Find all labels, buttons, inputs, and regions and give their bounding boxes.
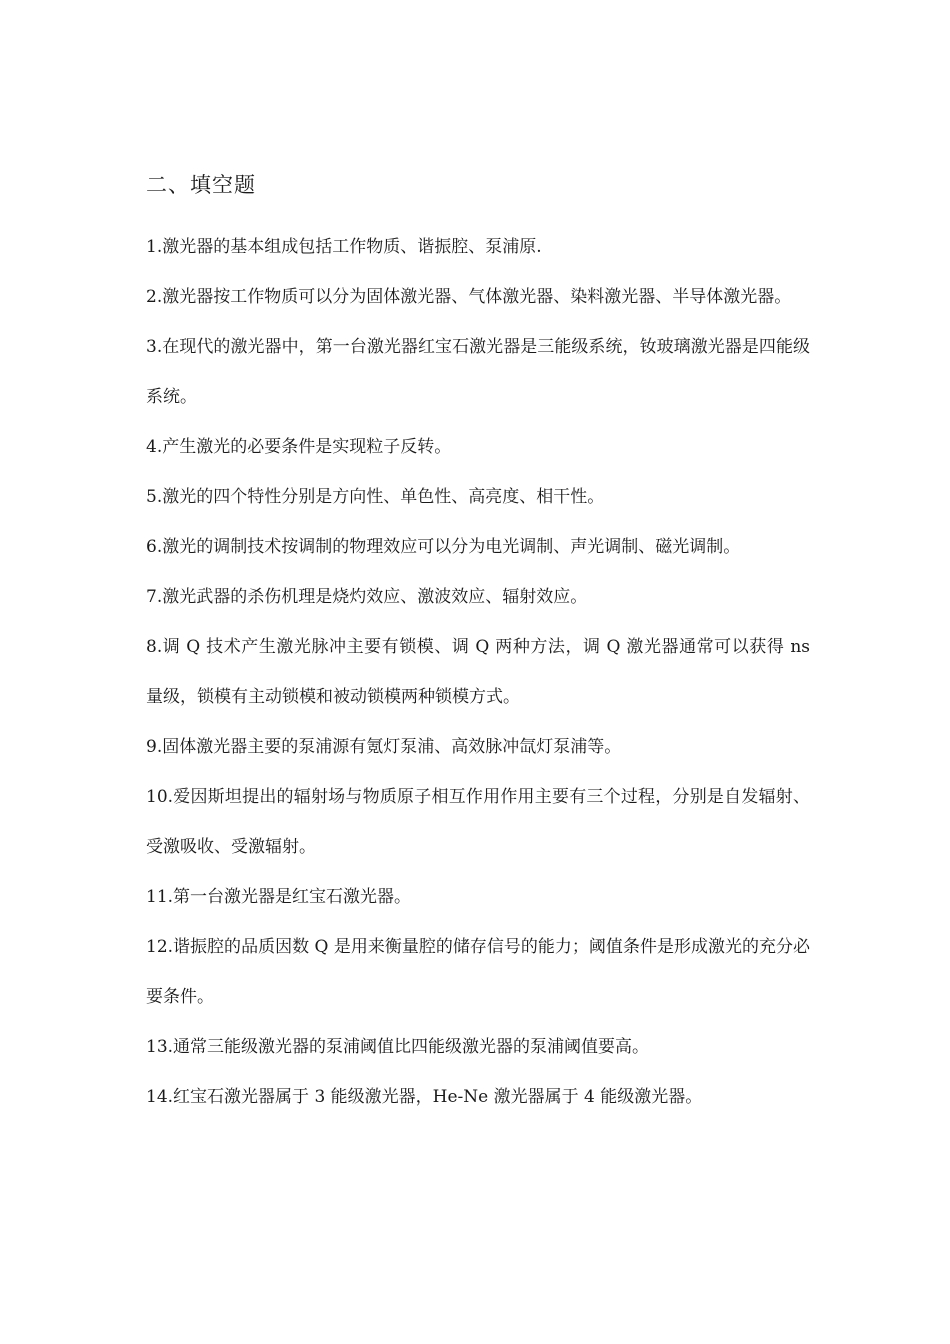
question-item: 14.红宝石激光器属于 3 能级激光器，He-Ne 激光器属于 4 能级激光器。: [146, 1087, 703, 1107]
question-item: 11.第一台激光器是红宝石激光器。: [146, 887, 412, 907]
question-item: 13.通常三能级激光器的泵浦阈值比四能级激光器的泵浦阈值要高。: [146, 1037, 650, 1057]
question-item: 7.激光武器的杀伤机理是烧灼效应、激波效应、辐射效应。: [146, 587, 588, 607]
question-item: 4.产生激光的必要条件是实现粒子反转。: [146, 437, 452, 457]
question-item: 5.激光的四个特性分别是方向性、单色性、高亮度、相干性。: [146, 487, 605, 507]
question-item: 10.爱因斯坦提出的辐射场与物质原子相互作用作用主要有三个过程，分别是自发辐射、受激吸收、受激辐射。: [146, 787, 810, 857]
question-item: 8.调 Q 技术产生激光脉冲主要有锁模、调 Q 两种方法，调 Q 激光器通常可以获得 ns 量级，锁模有主动锁模和被动锁模两种锁模方式。: [146, 637, 810, 707]
question-item: 9.固体激光器主要的泵浦源有氪灯泵浦、高效脉冲氙灯泵浦等。: [146, 737, 622, 757]
question-item: 3.在现代的激光器中，第一台激光器红宝石激光器是三能级系统，钕玻璃激光器是四能级系统。: [146, 337, 810, 407]
question-item: 1.激光器的基本组成包括工作物质、谐振腔、泵浦原.: [146, 237, 542, 257]
fill-in-blank-list: [146, 222, 810, 1122]
section-title: 二、填空题: [146, 173, 256, 197]
question-item: 2.激光器按工作物质可以分为固体激光器、气体激光器、染料激光器、半导体激光器。: [146, 287, 792, 307]
question-item: 12.谐振腔的品质因数 Q 是用来衡量腔的储存信号的能力；阈值条件是形成激光的充分必要条件。: [146, 937, 810, 1007]
question-item: 6.激光的调制技术按调制的物理效应可以分为电光调制、声光调制、磁光调制。: [146, 537, 741, 557]
